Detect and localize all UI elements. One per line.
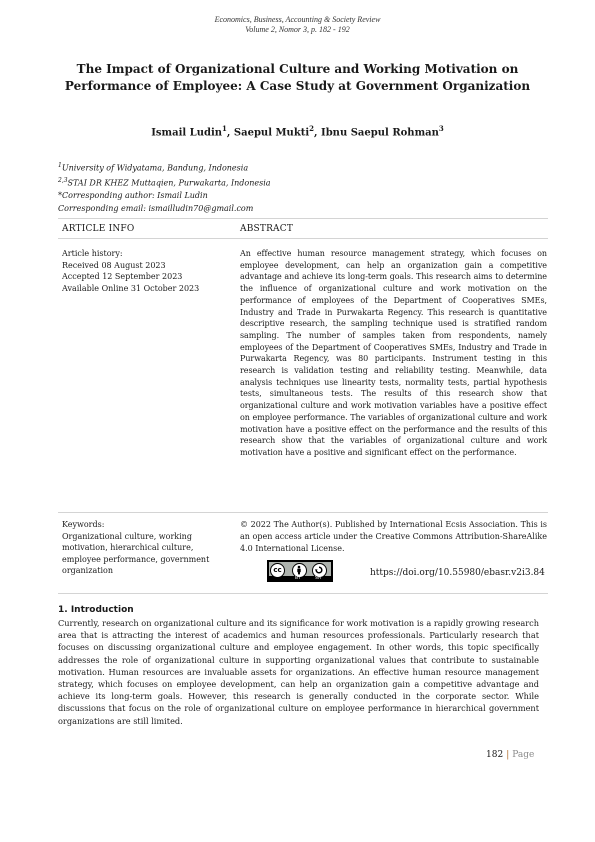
affiliation-line: $^{2,3}$STAI DR KHEZ Muttaqien, Purwakarta, Indonesia: [58, 177, 271, 188]
license-text: © 2022 The Author(s). Published by International Ecsis Association. This is an open access article under the Creative Commons Attribution-ShareAlike 4.0 International License.: [240, 520, 547, 553]
author-name: Saepul Mukti: [233, 127, 310, 139]
divider: [58, 218, 548, 219]
author-separator: ,: [314, 127, 322, 139]
paper-title: The Impact of Organizational Culture and Working Motivation on Performance of Employee: A Case Study at Government Organization: [64, 62, 531, 93]
author-affil-mark: 1: [222, 124, 227, 133]
by-label: BY: [295, 576, 301, 581]
divider: [58, 238, 548, 239]
journal-volume: Volume 2, Nomor 3, p. 182 - 192: [245, 25, 350, 34]
article-history: [62, 248, 234, 294]
page-label: Page: [512, 750, 535, 760]
affiliations: [58, 160, 538, 215]
keywords-list: Organizational culture, working motivation, hierarchical culture, employee performance, government organization: [62, 531, 210, 575]
affiliation-line: $^1$University of Widyatama, Bandung, Indonesia: [58, 162, 249, 173]
divider: [58, 593, 548, 594]
author-name: Ismail Ludin: [151, 127, 223, 139]
doi-link[interactable]: https://doi.org/10.55980/ebasr.v2i3.84: [370, 568, 545, 578]
received-date: Received 08 August 2023: [62, 260, 166, 270]
history-label: Article history:: [62, 249, 123, 258]
cc-icon: cc: [270, 563, 285, 578]
author-list: [0, 124, 595, 138]
corresponding-email[interactable]: Corresponding email: ismailludin70@gmail.com: [58, 203, 254, 213]
keywords-label: Keywords:: [62, 520, 105, 529]
journal-header: [0, 15, 595, 35]
author-affil-mark: 2: [309, 124, 315, 133]
sa-label: SA: [315, 576, 322, 581]
abstract-text: An effective human resource management strategy, which focuses on employee development, can help an organization gain a competitive advantage and achieve its long-term goals. This research aims to determine the influence of organizational culture and work motivation on the performance of employees of the Department of Cooperatives SMEs, Industry and Trade in Purwakarta Regency. This research is quantitative descriptive research, the sampling technique used is stratified random sampling. The number of samples taken from respondents, namely employees of the Department of Cooperatives SMEs, Industry and Trade in Purwakarta Regency, was 80 participants. Instrument testing in this research is validation testing and reliability testing. Meanwhile, data analysis techniques use linearity tests, normality tests, partial hypothesis tests, simultaneous tests. The results of this research show that organizational culture and work motivation variables have a positive effect on employee performance. The variables of organizational culture and work motivation have a positive effect on the performance and the results of this research show that the variables of organizational culture and work motivation have a positive and significant effect on the performance.: [240, 249, 547, 457]
cc-by-sa-license-icon[interactable]: [267, 560, 333, 582]
author-affil-mark: 3: [438, 124, 444, 133]
page-number: 182: [486, 750, 504, 760]
page-footer: [486, 750, 534, 760]
introduction-heading: 1. Introduction: [58, 605, 134, 615]
online-date: Available Online 31 October 2023: [62, 283, 200, 293]
abstract-heading: ABSTRACT: [240, 224, 294, 234]
footer-separator: |: [506, 750, 510, 760]
keywords-block: [62, 519, 234, 577]
introduction-text: Currently, research on organizational culture and its significance for work motivation is a rapidly growing research area that is attracting the interest of academics and human resources professionals. Particularly research that focuses on discussing organizational culture and employee engagement. In other words, this topic specifically addresses the role of organizational culture in supporting organizational values that contribute to sustainable motivation. Human resources are invaluable assets for organizations. An effective human resource management strategy, which focuses on employee development, can help an organization gain a competitive advantage and achieve its long-term goals. However, this research is generally conducted in the corporate sector. While discussions that focus on the role of organizational culture on employee performance in hierarchical government organizations are still limited.: [58, 618, 539, 726]
accepted-date: Accepted 12 September 2023: [62, 272, 183, 281]
author-separator: ,: [226, 127, 234, 139]
journal-name: Economics, Business, Accounting & Society Review: [214, 15, 381, 24]
author-name: Ibnu Saepul Rohman: [321, 127, 439, 139]
divider: [58, 512, 548, 513]
corresponding-author: *Corresponding author: Ismail Ludin: [58, 191, 208, 201]
article-info-heading: ARTICLE INFO: [62, 224, 135, 234]
